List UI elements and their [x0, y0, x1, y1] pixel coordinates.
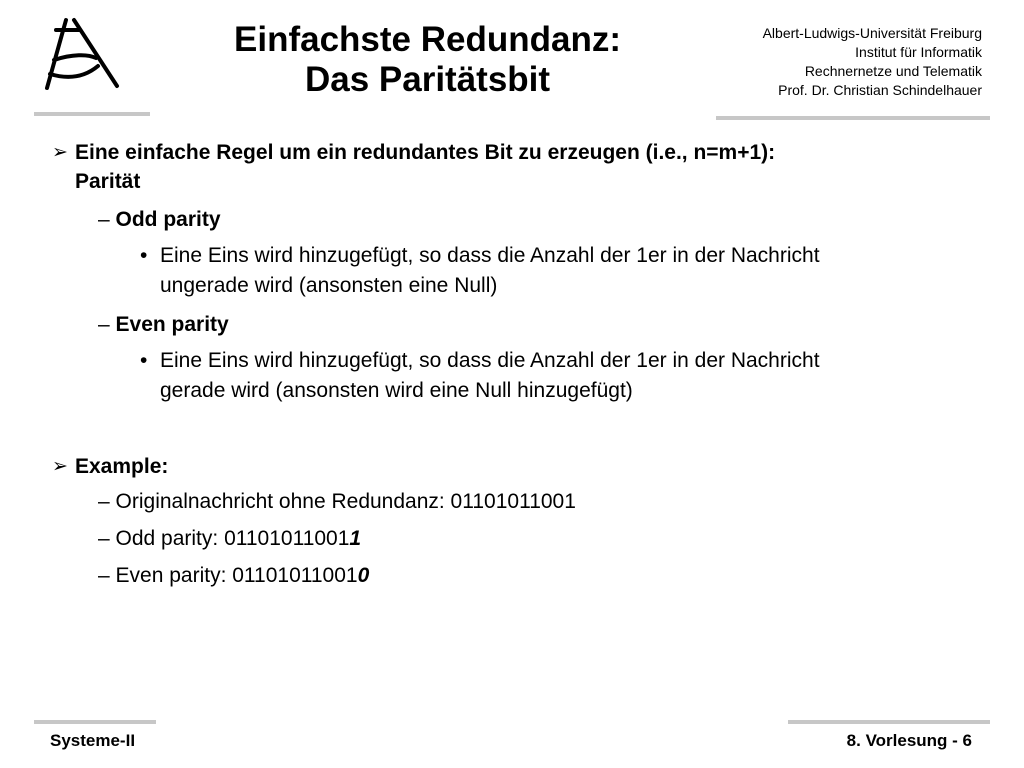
example-odd-parity-bit: 1 — [349, 527, 362, 550]
slide-title — [150, 20, 705, 100]
example-original — [98, 487, 576, 516]
example-odd-text: Odd parity: 01101011001 — [115, 527, 350, 550]
even-parity-label: Even parity — [115, 313, 229, 336]
odd-parity-text-line2: ungerade wird (ansonsten eine Null) — [160, 274, 498, 297]
example-even — [98, 561, 369, 590]
header-rule-left — [34, 112, 150, 116]
sub-item-odd-parity — [98, 205, 221, 234]
bullet-example — [52, 452, 168, 481]
bullet-parity-line2: Parität — [75, 170, 141, 193]
arrowhead-bullet-icon: ➢ — [52, 142, 68, 163]
affiliation-department: Rechnernetze und Telematik — [804, 63, 982, 79]
odd-parity-text-line1: Eine Eins wird hinzugefügt, so dass die Anzahl der 1er in der Nachricht — [160, 244, 820, 267]
example-even-text: Even parity: 01101011001 — [115, 564, 358, 587]
header-rule-right — [716, 116, 990, 120]
dash-marker: – — [98, 564, 116, 587]
dash-marker: – — [98, 527, 116, 550]
odd-parity-label: Odd parity — [115, 208, 221, 231]
affiliation-institute: Institut für Informatik — [855, 44, 982, 60]
title-line-2: Das Paritätsbit — [304, 60, 551, 99]
dash-marker: – — [98, 490, 116, 513]
even-parity-text-line2: gerade wird (ansonsten wird eine Null hinzugefügt) — [160, 379, 633, 402]
dash-marker: – — [98, 313, 116, 336]
affiliation-professor: Prof. Dr. Christian Schindelhauer — [778, 82, 982, 98]
affiliation-university: Albert-Ludwigs-Universität Freiburg — [762, 25, 982, 41]
example-original-text: Originalnachricht ohne Redundanz: 01101011001 — [115, 490, 576, 513]
dash-marker: – — [98, 208, 116, 231]
footer-rule-right — [788, 720, 990, 724]
affiliation-block — [763, 24, 982, 100]
bullet-parity-rule — [52, 138, 952, 196]
footer-lecture-page: 8. Vorlesung - 6 — [846, 731, 972, 750]
example-even-parity-bit: 0 — [357, 564, 370, 587]
even-parity-description — [140, 346, 990, 406]
even-parity-text-line1: Eine Eins wird hinzugefügt, so dass die Anzahl der 1er in der Nachricht — [160, 349, 820, 372]
bullet-dot: • — [140, 244, 148, 267]
example-label: Example: — [75, 455, 169, 478]
footer-course: Systeme-II — [50, 731, 136, 750]
odd-parity-description — [140, 241, 990, 301]
bullet-parity-line1: Eine einfache Regel um ein redundantes Bit zu erzeugen (i.e., n=m+1): — [75, 141, 776, 164]
sub-item-even-parity — [98, 310, 229, 339]
title-line-1: Einfachste Redundanz: — [234, 20, 621, 59]
arrowhead-bullet-icon: ➢ — [52, 456, 68, 477]
university-logo-icon — [28, 14, 128, 94]
bullet-dot: • — [140, 349, 148, 372]
footer-rule-left — [34, 720, 156, 724]
example-odd — [98, 524, 361, 553]
